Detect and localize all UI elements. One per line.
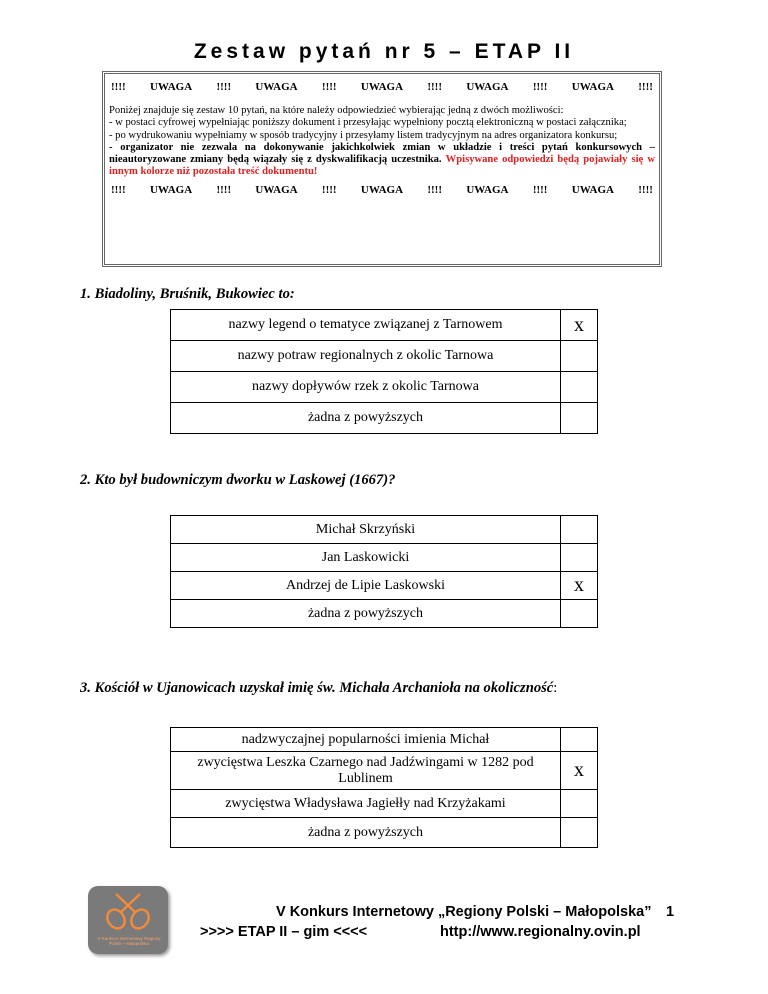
answer-option: nazwy legend o tematyce związanej z Tarnowem — [171, 310, 561, 341]
uwaga-word: UWAGA — [255, 81, 298, 93]
answer-option: nazwy dopływów rzek z okolic Tarnowa — [171, 372, 561, 403]
answer-checkbox[interactable] — [561, 818, 598, 848]
uwaga-mark: !!!! — [427, 184, 443, 197]
uwaga-word: UWAGA — [571, 184, 614, 197]
page-title: Zestaw pytań nr 5 – ETAP II — [193, 40, 575, 63]
answer-checkbox[interactable] — [561, 372, 598, 403]
uwaga-word: UWAGA — [255, 184, 298, 197]
answer-row — [171, 310, 598, 341]
uwaga-mark: !!!! — [321, 184, 337, 197]
uwaga-word: UWAGA — [360, 184, 404, 197]
answer-row — [171, 600, 598, 628]
answer-row — [171, 341, 598, 372]
uwaga-word: UWAGA — [466, 184, 509, 197]
notice-line: - w postaci cyfrowej wypełniając poniższy dokument i przesyłając wypełniony pocztą elektroniczną w postaci załącznika; — [109, 117, 627, 129]
uwaga-mark: !!!! — [216, 81, 232, 93]
answer-checkbox[interactable] — [561, 403, 598, 434]
uwaga-mark: !!!! — [427, 81, 443, 93]
answer-row — [171, 544, 598, 572]
answer-checkbox[interactable] — [561, 516, 598, 544]
answer-option: zwycięstwa Leszka Czarnego nad Jadźwingami w 1282 pod Lublinem — [171, 752, 561, 790]
notice-color-info: Wpisywane odpowiedzi będą pojawiały się w innym kolorze niż pozostała treść dokumentu! — [109, 154, 655, 178]
answer-checkbox[interactable] — [561, 341, 598, 372]
page-number: 1 — [666, 904, 675, 920]
question-3-text: 3. Kościół w Ujanowicach uzyskał imię św. Michała Archanioła na okoliczność — [80, 680, 554, 696]
answer-option: nadzwyczajnej popularności imienia Michał — [171, 728, 561, 752]
question-1: 1. Biadoliny, Bruśnik, Bukowiec to: — [80, 286, 295, 302]
answer-row — [171, 403, 598, 434]
answer-option: nazwy potraw regionalnych z okolic Tarnowa — [171, 341, 561, 372]
answer-row — [171, 790, 598, 818]
answer-option: zwycięstwa Władysława Jagiełły nad Krzyżakami — [171, 790, 561, 818]
answer-row — [171, 572, 598, 600]
footer-url[interactable]: http://www.regionalny.ovin.pl — [440, 924, 641, 940]
answer-checkbox[interactable]: x — [561, 310, 598, 341]
answer-option: żadna z powyższych — [171, 403, 561, 434]
answer-row — [171, 372, 598, 403]
answer-option: żadna z powyższych — [171, 818, 561, 848]
notice-text — [109, 105, 655, 178]
violins-icon — [88, 886, 168, 936]
answer-row — [171, 752, 598, 790]
answer-row — [171, 818, 598, 848]
uwaga-word: UWAGA — [149, 184, 193, 197]
answer-option: Jan Laskowicki — [171, 544, 561, 572]
answer-option: żadna z powyższych — [171, 600, 561, 628]
answer-checkbox[interactable]: x — [561, 572, 598, 600]
answers-table-2 — [170, 515, 598, 628]
uwaga-mark: !!!! — [111, 81, 126, 93]
uwaga-mark: !!!! — [532, 184, 548, 197]
uwaga-word: UWAGA — [149, 81, 193, 93]
question-3 — [80, 680, 557, 697]
footer-contest: V Konkurs Internetowy „Regiony Polski – Małopolska” — [276, 904, 652, 920]
notice-line — [109, 142, 655, 179]
answer-option: Andrzej de Lipie Laskowski — [171, 572, 561, 600]
answers-table-3 — [170, 727, 598, 848]
uwaga-word: UWAGA — [571, 81, 614, 93]
answer-option: Michał Skrzyński — [171, 516, 561, 544]
answer-checkbox[interactable] — [561, 790, 598, 818]
logo-text: V Konkurs Internetowy Regiony Polski – Małopolska — [97, 936, 161, 946]
uwaga-word: UWAGA — [466, 81, 509, 93]
uwaga-row-top — [109, 77, 655, 93]
answer-checkbox[interactable]: x — [561, 752, 598, 790]
answer-row — [171, 728, 598, 752]
notice-line: Poniżej znajduje się zestaw 10 pytań, na które należy odpowiedzieć wybierając jedną z dwóch możliwości: — [109, 105, 564, 117]
answer-checkbox[interactable] — [561, 600, 598, 628]
uwaga-mark: !!!! — [111, 184, 126, 197]
answer-checkbox[interactable] — [561, 728, 598, 752]
question-2: 2. Kto był budowniczym dworku w Laskowej (1667)? — [80, 472, 396, 488]
notice-box — [102, 71, 662, 267]
answer-checkbox[interactable] — [561, 544, 598, 572]
uwaga-mark: !!!! — [321, 81, 337, 93]
uwaga-word: UWAGA — [360, 81, 404, 93]
notice-warning: - organizator nie zezwala na dokonywanie jakichkolwiek zmian w układzie i treści pytań konkursowych – nieautoryzowane zmiany będą wiązały się z dyskwalifikacją uczestnika. — [109, 141, 655, 166]
answers-table-1 — [170, 309, 598, 434]
notice-line: - po wydrukowaniu wypełniamy w sposób tradycyjny i przesyłamy listem tradycyjnym na adres organizatora konkursu; — [109, 129, 618, 141]
answer-row — [171, 516, 598, 544]
uwaga-mark: !!!! — [638, 81, 653, 93]
uwaga-mark: !!!! — [216, 184, 232, 197]
uwaga-mark: !!!! — [638, 184, 653, 197]
contest-logo — [88, 886, 168, 954]
footer-stage: >>>> ETAP II – gim <<<< — [200, 924, 368, 940]
question-3-colon: : — [553, 680, 558, 696]
uwaga-mark: !!!! — [532, 81, 548, 93]
uwaga-row-bottom — [109, 178, 655, 196]
